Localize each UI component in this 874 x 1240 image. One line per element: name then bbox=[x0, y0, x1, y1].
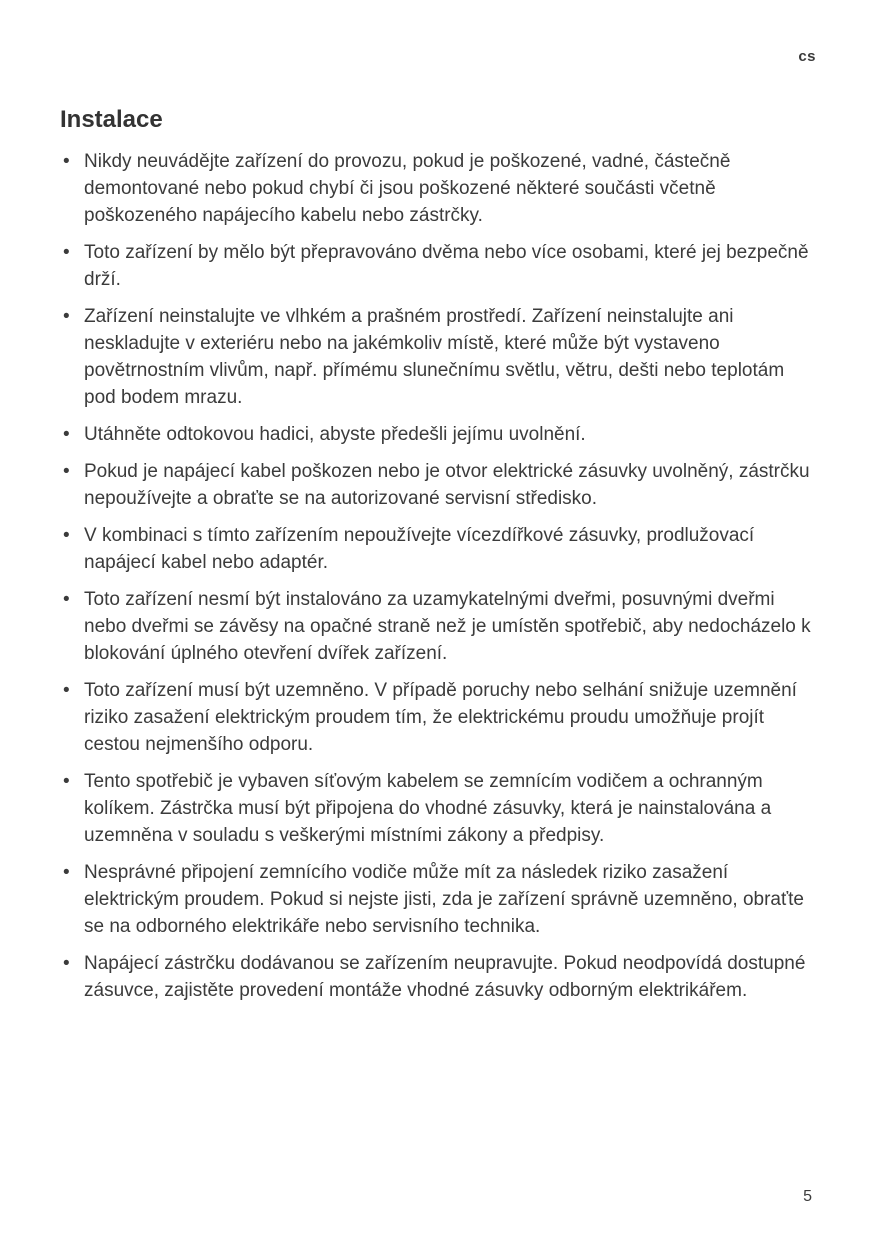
page-number: 5 bbox=[803, 1188, 812, 1205]
list-item-text: Toto zařízení by mělo být přepravováno dvěma nebo více osobami, které jej bezpečně drží. bbox=[84, 242, 809, 290]
list-item-text: Nikdy neuvádějte zařízení do provozu, pokud je poškozené, vadné, částečně demontované nebo pokud chybí či jsou poškozené některé součásti včetně poškozeného napájecího kabelu nebo zástrčky. bbox=[84, 151, 731, 226]
list-item bbox=[60, 768, 820, 849]
list-item-text: Toto zařízení nesmí být instalováno za uzamykatelnými dveřmi, posuvnými dveřmi nebo dveřmi se závěsy na opačné straně než je umístěn spotřebič, aby nedocházelo k blokování úplného otevření dvířek zařízení. bbox=[84, 589, 811, 664]
list-item bbox=[60, 522, 820, 576]
list-item bbox=[60, 586, 820, 667]
list-item bbox=[60, 950, 820, 1004]
list-item bbox=[60, 303, 820, 411]
list-item-text: Napájecí zástrčku dodávanou se zařízením neupravujte. Pokud neodpovídá dostupné zásuvce, zajistěte provedení montáže vhodné zásuvky odborným elektrikářem. bbox=[84, 953, 806, 1001]
list-item bbox=[60, 458, 820, 512]
list-item bbox=[60, 421, 820, 448]
language-code-label: cs bbox=[798, 48, 816, 65]
bullet-icon: • bbox=[63, 953, 70, 974]
list-item-text: Tento spotřebič je vybaven síťovým kabelem se zemnícím vodičem a ochranným kolíkem. Zástrčka musí být připojena do vhodné zásuvky, která je nainstalována a uzemněna v souladu s veškerými místními zákony a předpisy. bbox=[84, 771, 772, 846]
bullet-icon: • bbox=[63, 525, 70, 546]
bullet-icon: • bbox=[63, 151, 70, 172]
list-item-text: V kombinaci s tímto zařízením nepoužívejte vícezdířkové zásuvky, prodlužovací napájecí kabel nebo adaptér. bbox=[84, 525, 755, 573]
page-title: Instalace bbox=[60, 106, 163, 133]
list-item bbox=[60, 859, 820, 940]
instruction-list bbox=[60, 148, 820, 1004]
list-item-text: Nesprávné připojení zemnícího vodiče může mít za následek riziko zasažení elektrickým proudem. Pokud si nejste jisti, zda je zařízení správně uzemněno, obraťte se na odborného elektrikáře nebo servisního technika. bbox=[84, 862, 804, 937]
bullet-icon: • bbox=[63, 306, 70, 327]
list-item-text: Pokud je napájecí kabel poškozen nebo je otvor elektrické zásuvky uvolněný, zástrčku nepoužívejte a obraťte se na autorizované servisní středisko. bbox=[84, 461, 810, 509]
list-item bbox=[60, 677, 820, 758]
bullet-icon: • bbox=[63, 424, 70, 445]
bullet-icon: • bbox=[63, 680, 70, 701]
bullet-icon: • bbox=[63, 461, 70, 482]
bullet-icon: • bbox=[63, 862, 70, 883]
list-item-text: Utáhněte odtokovou hadici, abyste předešli jejímu uvolnění. bbox=[84, 424, 586, 445]
bullet-icon: • bbox=[63, 771, 70, 792]
list-item-text: Toto zařízení musí být uzemněno. V případě poruchy nebo selhání snižuje uzemnění riziko zasažení elektrickým proudem tím, že elektrickému proudu umožňuje projít cestou nejmenšího odporu. bbox=[84, 680, 797, 755]
list-item bbox=[60, 239, 820, 293]
bullet-icon: • bbox=[63, 589, 70, 610]
bullet-icon: • bbox=[63, 242, 70, 263]
list-item-text: Zařízení neinstalujte ve vlhkém a prašném prostředí. Zařízení neinstalujte ani neskladujte v exteriéru nebo na jakémkoliv místě, které může být vystaveno povětrnostním vlivům, např. přímému slunečnímu světlu, větru, dešti nebo teplotám pod bodem mrazu. bbox=[84, 306, 785, 408]
list-item bbox=[60, 148, 820, 229]
